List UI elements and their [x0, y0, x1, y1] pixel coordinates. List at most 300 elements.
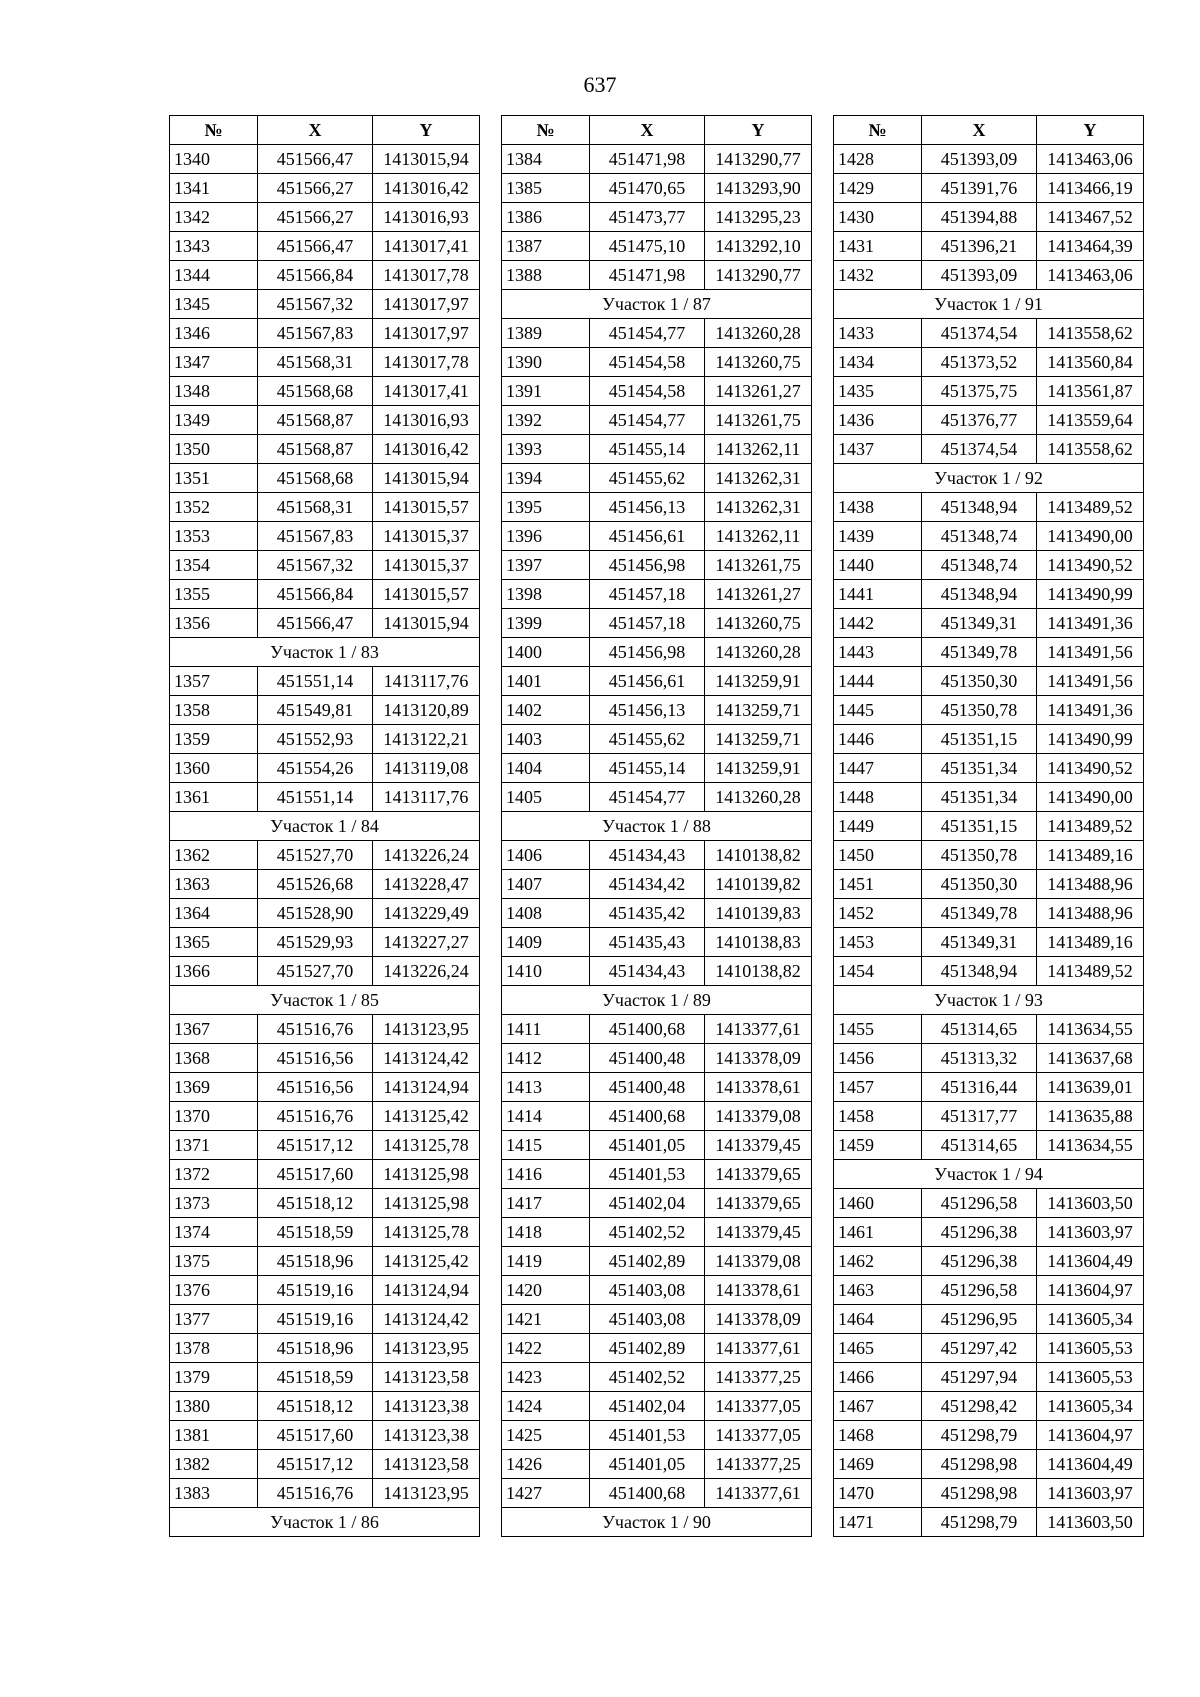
point-number-cell: 1397 — [502, 551, 590, 580]
y-coordinate-cell: 1413123,95 — [373, 1479, 480, 1508]
table-row — [170, 522, 480, 551]
y-coordinate-cell: 1413377,61 — [705, 1015, 812, 1044]
table-row — [502, 928, 812, 957]
table-row — [834, 812, 1144, 841]
table-row — [170, 174, 480, 203]
table-row — [502, 1160, 812, 1189]
y-coordinate-cell: 1413262,31 — [705, 464, 812, 493]
x-coordinate-cell: 451348,74 — [922, 522, 1037, 551]
point-number-cell: 1378 — [170, 1334, 258, 1363]
section-label: Участок 1 / 89 — [502, 986, 812, 1015]
y-coordinate-cell: 1413635,88 — [1037, 1102, 1144, 1131]
point-number-cell: 1437 — [834, 435, 922, 464]
point-number-cell: 1463 — [834, 1276, 922, 1305]
y-coordinate-cell: 1413227,27 — [373, 928, 480, 957]
x-coordinate-cell: 451518,59 — [258, 1363, 373, 1392]
table-row — [834, 1073, 1144, 1102]
table-row — [502, 1479, 812, 1508]
x-coordinate-cell: 451296,58 — [922, 1189, 1037, 1218]
point-number-cell: 1402 — [502, 696, 590, 725]
y-coordinate-cell: 1413262,31 — [705, 493, 812, 522]
x-coordinate-cell: 451568,68 — [258, 377, 373, 406]
y-coordinate-cell: 1413489,16 — [1037, 928, 1144, 957]
x-coordinate-cell: 451402,04 — [590, 1189, 705, 1218]
x-coordinate-cell: 451376,77 — [922, 406, 1037, 435]
point-number-cell: 1466 — [834, 1363, 922, 1392]
point-number-cell: 1440 — [834, 551, 922, 580]
table-row — [834, 1044, 1144, 1073]
point-number-cell: 1387 — [502, 232, 590, 261]
y-coordinate-cell: 1413491,56 — [1037, 667, 1144, 696]
table-row — [502, 754, 812, 783]
y-coordinate-cell: 1413491,36 — [1037, 696, 1144, 725]
y-coordinate-cell: 1413125,78 — [373, 1218, 480, 1247]
table-row — [502, 261, 812, 290]
x-coordinate-cell: 451391,76 — [922, 174, 1037, 203]
table-row — [834, 1189, 1144, 1218]
y-coordinate-cell: 1410139,83 — [705, 899, 812, 928]
table-row — [502, 1015, 812, 1044]
y-coordinate-cell: 1413226,24 — [373, 841, 480, 870]
y-coordinate-cell: 1413561,87 — [1037, 377, 1144, 406]
section-row — [502, 986, 812, 1015]
header-row — [170, 116, 480, 145]
point-number-cell: 1448 — [834, 783, 922, 812]
y-coordinate-cell: 1413379,45 — [705, 1218, 812, 1247]
y-coordinate-cell: 1413604,49 — [1037, 1450, 1144, 1479]
x-coordinate-cell: 451402,52 — [590, 1218, 705, 1247]
point-number-cell: 1420 — [502, 1276, 590, 1305]
table-row — [170, 1450, 480, 1479]
point-number-cell: 1438 — [834, 493, 922, 522]
point-number-cell: 1469 — [834, 1450, 922, 1479]
x-coordinate-cell: 451567,83 — [258, 522, 373, 551]
point-number-cell: 1365 — [170, 928, 258, 957]
x-coordinate-cell: 451297,94 — [922, 1363, 1037, 1392]
y-coordinate-cell: 1413125,42 — [373, 1247, 480, 1276]
x-coordinate-cell: 451349,31 — [922, 609, 1037, 638]
y-coordinate-cell: 1413124,94 — [373, 1276, 480, 1305]
table-row — [170, 464, 480, 493]
point-number-cell: 1450 — [834, 841, 922, 870]
point-number-cell: 1394 — [502, 464, 590, 493]
point-number-cell: 1345 — [170, 290, 258, 319]
table-row — [170, 551, 480, 580]
table-row — [834, 1334, 1144, 1363]
y-coordinate-cell: 1413603,50 — [1037, 1189, 1144, 1218]
table-row — [834, 551, 1144, 580]
table-row — [502, 725, 812, 754]
point-number-cell: 1340 — [170, 145, 258, 174]
table-row — [834, 783, 1144, 812]
x-coordinate-cell: 451298,42 — [922, 1392, 1037, 1421]
x-coordinate-cell: 451400,48 — [590, 1044, 705, 1073]
section-label: Участок 1 / 94 — [834, 1160, 1144, 1189]
point-number-cell: 1410 — [502, 957, 590, 986]
table-row — [834, 609, 1144, 638]
table-row — [502, 899, 812, 928]
table-row — [170, 1276, 480, 1305]
table-row — [170, 1073, 480, 1102]
point-number-cell: 1460 — [834, 1189, 922, 1218]
table-row — [502, 638, 812, 667]
table-row — [502, 377, 812, 406]
table-row — [834, 696, 1144, 725]
x-coordinate-cell: 451566,27 — [258, 203, 373, 232]
table-row — [834, 232, 1144, 261]
point-number-cell: 1341 — [170, 174, 258, 203]
table-row — [502, 319, 812, 348]
section-row — [834, 464, 1144, 493]
x-coordinate-cell: 451351,34 — [922, 783, 1037, 812]
x-coordinate-cell: 451568,87 — [258, 406, 373, 435]
x-coordinate-cell: 451566,47 — [258, 232, 373, 261]
point-number-cell: 1433 — [834, 319, 922, 348]
x-coordinate-cell: 451519,16 — [258, 1305, 373, 1334]
table-row — [834, 1392, 1144, 1421]
x-coordinate-cell: 451296,95 — [922, 1305, 1037, 1334]
x-coordinate-cell: 451568,87 — [258, 435, 373, 464]
point-number-cell: 1377 — [170, 1305, 258, 1334]
table-row — [834, 406, 1144, 435]
point-number-cell: 1369 — [170, 1073, 258, 1102]
y-coordinate-cell: 1413226,24 — [373, 957, 480, 986]
table-row — [170, 899, 480, 928]
point-number-cell: 1401 — [502, 667, 590, 696]
section-label: Участок 1 / 88 — [502, 812, 812, 841]
point-number-cell: 1449 — [834, 812, 922, 841]
x-coordinate-cell: 451516,76 — [258, 1102, 373, 1131]
point-number-cell: 1374 — [170, 1218, 258, 1247]
table-row — [834, 1102, 1144, 1131]
table-row — [502, 1073, 812, 1102]
point-number-cell: 1442 — [834, 609, 922, 638]
table-row — [834, 377, 1144, 406]
x-coordinate-cell: 451568,31 — [258, 348, 373, 377]
x-coordinate-cell: 451298,98 — [922, 1450, 1037, 1479]
point-number-cell: 1359 — [170, 725, 258, 754]
header-y: Y — [373, 116, 480, 145]
y-coordinate-cell: 1413016,42 — [373, 435, 480, 464]
point-number-cell: 1342 — [170, 203, 258, 232]
y-coordinate-cell: 1413015,37 — [373, 522, 480, 551]
x-coordinate-cell: 451518,59 — [258, 1218, 373, 1247]
x-coordinate-cell: 451401,05 — [590, 1450, 705, 1479]
point-number-cell: 1355 — [170, 580, 258, 609]
point-number-cell: 1364 — [170, 899, 258, 928]
point-number-cell: 1411 — [502, 1015, 590, 1044]
point-number-cell: 1395 — [502, 493, 590, 522]
y-coordinate-cell: 1413634,55 — [1037, 1015, 1144, 1044]
point-number-cell: 1392 — [502, 406, 590, 435]
x-coordinate-cell: 451516,56 — [258, 1044, 373, 1073]
x-coordinate-cell: 451566,84 — [258, 580, 373, 609]
point-number-cell: 1357 — [170, 667, 258, 696]
x-coordinate-cell: 451349,31 — [922, 928, 1037, 957]
x-coordinate-cell: 451566,47 — [258, 609, 373, 638]
point-number-cell: 1431 — [834, 232, 922, 261]
table-row — [502, 406, 812, 435]
table-row — [502, 609, 812, 638]
table-row — [170, 609, 480, 638]
y-coordinate-cell: 1410138,82 — [705, 957, 812, 986]
y-coordinate-cell: 1413228,47 — [373, 870, 480, 899]
table-row — [170, 841, 480, 870]
point-number-cell: 1367 — [170, 1015, 258, 1044]
point-number-cell: 1443 — [834, 638, 922, 667]
section-row — [834, 1160, 1144, 1189]
y-coordinate-cell: 1413260,28 — [705, 638, 812, 667]
table-row — [170, 1160, 480, 1189]
x-coordinate-cell: 451566,27 — [258, 174, 373, 203]
point-number-cell: 1459 — [834, 1131, 922, 1160]
y-coordinate-cell: 1413016,42 — [373, 174, 480, 203]
table-row — [170, 725, 480, 754]
table-row — [834, 638, 1144, 667]
x-coordinate-cell: 451475,10 — [590, 232, 705, 261]
y-coordinate-cell: 1413017,97 — [373, 290, 480, 319]
y-coordinate-cell: 1413489,52 — [1037, 493, 1144, 522]
x-coordinate-cell: 451348,94 — [922, 957, 1037, 986]
x-coordinate-cell: 451314,65 — [922, 1015, 1037, 1044]
x-coordinate-cell: 451350,30 — [922, 667, 1037, 696]
y-coordinate-cell: 1413259,71 — [705, 725, 812, 754]
point-number-cell: 1368 — [170, 1044, 258, 1073]
table-row — [834, 145, 1144, 174]
point-number-cell: 1423 — [502, 1363, 590, 1392]
section-row — [170, 1508, 480, 1537]
x-coordinate-cell: 451470,65 — [590, 174, 705, 203]
y-coordinate-cell: 1413017,41 — [373, 232, 480, 261]
x-coordinate-cell: 451457,18 — [590, 580, 705, 609]
table-row — [170, 1334, 480, 1363]
y-coordinate-cell: 1413490,52 — [1037, 754, 1144, 783]
table-row — [170, 1044, 480, 1073]
y-coordinate-cell: 1413123,95 — [373, 1015, 480, 1044]
table-row — [502, 203, 812, 232]
x-coordinate-cell: 451400,68 — [590, 1479, 705, 1508]
x-coordinate-cell: 451349,78 — [922, 899, 1037, 928]
y-coordinate-cell: 1413293,90 — [705, 174, 812, 203]
point-number-cell: 1408 — [502, 899, 590, 928]
y-coordinate-cell: 1413488,96 — [1037, 899, 1144, 928]
table-row — [834, 522, 1144, 551]
table-row — [170, 754, 480, 783]
y-coordinate-cell: 1413260,75 — [705, 609, 812, 638]
y-coordinate-cell: 1413262,11 — [705, 522, 812, 551]
table-row — [170, 319, 480, 348]
y-coordinate-cell: 1413016,93 — [373, 203, 480, 232]
table-row — [170, 261, 480, 290]
y-coordinate-cell: 1413261,27 — [705, 377, 812, 406]
table-row — [834, 174, 1144, 203]
y-coordinate-cell: 1413015,94 — [373, 609, 480, 638]
point-number-cell: 1465 — [834, 1334, 922, 1363]
y-coordinate-cell: 1413489,16 — [1037, 841, 1144, 870]
y-coordinate-cell: 1413377,25 — [705, 1450, 812, 1479]
y-coordinate-cell: 1413017,97 — [373, 319, 480, 348]
point-number-cell: 1425 — [502, 1421, 590, 1450]
table-row — [170, 1189, 480, 1218]
y-coordinate-cell: 1413490,99 — [1037, 580, 1144, 609]
x-coordinate-cell: 451400,48 — [590, 1073, 705, 1102]
table-row — [502, 1044, 812, 1073]
y-coordinate-cell: 1413123,38 — [373, 1392, 480, 1421]
y-coordinate-cell: 1413603,97 — [1037, 1218, 1144, 1247]
point-number-cell: 1349 — [170, 406, 258, 435]
y-coordinate-cell: 1413466,19 — [1037, 174, 1144, 203]
header-x: X — [590, 116, 705, 145]
x-coordinate-cell: 451403,08 — [590, 1305, 705, 1334]
x-coordinate-cell: 451434,43 — [590, 841, 705, 870]
x-coordinate-cell: 451396,21 — [922, 232, 1037, 261]
x-coordinate-cell: 451298,79 — [922, 1508, 1037, 1537]
y-coordinate-cell: 1413378,09 — [705, 1305, 812, 1334]
section-label: Участок 1 / 93 — [834, 986, 1144, 1015]
x-coordinate-cell: 451567,83 — [258, 319, 373, 348]
y-coordinate-cell: 1413467,52 — [1037, 203, 1144, 232]
y-coordinate-cell: 1410138,82 — [705, 841, 812, 870]
point-number-cell: 1445 — [834, 696, 922, 725]
point-number-cell: 1381 — [170, 1421, 258, 1450]
point-number-cell: 1343 — [170, 232, 258, 261]
table-row — [170, 1305, 480, 1334]
y-coordinate-cell: 1413488,96 — [1037, 870, 1144, 899]
y-coordinate-cell: 1413379,65 — [705, 1189, 812, 1218]
x-coordinate-cell: 451454,77 — [590, 406, 705, 435]
y-coordinate-cell: 1413262,11 — [705, 435, 812, 464]
x-coordinate-cell: 451401,05 — [590, 1131, 705, 1160]
table-row — [502, 841, 812, 870]
point-number-cell: 1391 — [502, 377, 590, 406]
x-coordinate-cell: 451350,30 — [922, 870, 1037, 899]
x-coordinate-cell: 451455,14 — [590, 435, 705, 464]
point-number-cell: 1404 — [502, 754, 590, 783]
y-coordinate-cell: 1413377,61 — [705, 1334, 812, 1363]
table-row — [834, 725, 1144, 754]
table-row — [502, 1392, 812, 1421]
coordinates-table-2 — [501, 115, 812, 1537]
y-coordinate-cell: 1413605,53 — [1037, 1334, 1144, 1363]
x-coordinate-cell: 451455,14 — [590, 754, 705, 783]
table-row — [834, 1015, 1144, 1044]
table-row — [170, 1131, 480, 1160]
y-coordinate-cell: 1413260,28 — [705, 319, 812, 348]
table-row — [502, 957, 812, 986]
x-coordinate-cell: 451517,12 — [258, 1450, 373, 1479]
x-coordinate-cell: 451567,32 — [258, 290, 373, 319]
y-coordinate-cell: 1413117,76 — [373, 667, 480, 696]
x-coordinate-cell: 451528,90 — [258, 899, 373, 928]
x-coordinate-cell: 451567,32 — [258, 551, 373, 580]
x-coordinate-cell: 451456,13 — [590, 696, 705, 725]
y-coordinate-cell: 1410138,83 — [705, 928, 812, 957]
table-row — [834, 1131, 1144, 1160]
table-row — [834, 493, 1144, 522]
table-row — [834, 957, 1144, 986]
x-coordinate-cell: 451568,68 — [258, 464, 373, 493]
table-row — [834, 870, 1144, 899]
table-row — [502, 493, 812, 522]
x-coordinate-cell: 451316,44 — [922, 1073, 1037, 1102]
x-coordinate-cell: 451552,93 — [258, 725, 373, 754]
table-row — [834, 1305, 1144, 1334]
table-row — [502, 1189, 812, 1218]
table-row — [834, 203, 1144, 232]
section-label: Участок 1 / 90 — [502, 1508, 812, 1537]
point-number-cell: 1447 — [834, 754, 922, 783]
x-coordinate-cell: 451435,42 — [590, 899, 705, 928]
point-number-cell: 1384 — [502, 145, 590, 174]
point-number-cell: 1436 — [834, 406, 922, 435]
section-row — [170, 638, 480, 667]
x-coordinate-cell: 451348,94 — [922, 493, 1037, 522]
y-coordinate-cell: 1413015,57 — [373, 493, 480, 522]
x-coordinate-cell: 451519,16 — [258, 1276, 373, 1305]
point-number-cell: 1409 — [502, 928, 590, 957]
y-coordinate-cell: 1413558,62 — [1037, 319, 1144, 348]
point-number-cell: 1396 — [502, 522, 590, 551]
point-number-cell: 1441 — [834, 580, 922, 609]
y-coordinate-cell: 1413463,06 — [1037, 261, 1144, 290]
x-coordinate-cell: 451456,98 — [590, 551, 705, 580]
y-coordinate-cell: 1413558,62 — [1037, 435, 1144, 464]
y-coordinate-cell: 1413117,76 — [373, 783, 480, 812]
coordinates-table-3 — [833, 115, 1144, 1537]
x-coordinate-cell: 451517,60 — [258, 1421, 373, 1450]
x-coordinate-cell: 451527,70 — [258, 957, 373, 986]
header-num: № — [170, 116, 258, 145]
y-coordinate-cell: 1413290,77 — [705, 261, 812, 290]
point-number-cell: 1470 — [834, 1479, 922, 1508]
x-coordinate-cell: 451296,58 — [922, 1276, 1037, 1305]
table-row — [834, 1508, 1144, 1537]
header-num: № — [834, 116, 922, 145]
page-number: 637 — [583, 72, 617, 97]
section-label: Участок 1 / 83 — [170, 638, 480, 667]
y-coordinate-cell: 1413125,98 — [373, 1160, 480, 1189]
x-coordinate-cell: 451455,62 — [590, 725, 705, 754]
y-coordinate-cell: 1413604,49 — [1037, 1247, 1144, 1276]
x-coordinate-cell: 451434,42 — [590, 870, 705, 899]
point-number-cell: 1415 — [502, 1131, 590, 1160]
x-coordinate-cell: 451454,58 — [590, 348, 705, 377]
x-coordinate-cell: 451457,18 — [590, 609, 705, 638]
y-coordinate-cell: 1413260,75 — [705, 348, 812, 377]
x-coordinate-cell: 451298,98 — [922, 1479, 1037, 1508]
y-coordinate-cell: 1413491,36 — [1037, 609, 1144, 638]
point-number-cell: 1439 — [834, 522, 922, 551]
y-coordinate-cell: 1413491,56 — [1037, 638, 1144, 667]
x-coordinate-cell: 451516,76 — [258, 1015, 373, 1044]
table-row — [170, 667, 480, 696]
x-coordinate-cell: 451297,42 — [922, 1334, 1037, 1363]
table-row — [834, 435, 1144, 464]
point-number-cell: 1400 — [502, 638, 590, 667]
table-row — [170, 1421, 480, 1450]
point-number-cell: 1416 — [502, 1160, 590, 1189]
x-coordinate-cell: 451518,12 — [258, 1392, 373, 1421]
point-number-cell: 1451 — [834, 870, 922, 899]
x-coordinate-cell: 451551,14 — [258, 667, 373, 696]
x-coordinate-cell: 451350,78 — [922, 841, 1037, 870]
point-number-cell: 1462 — [834, 1247, 922, 1276]
point-number-cell: 1467 — [834, 1392, 922, 1421]
x-coordinate-cell: 451351,15 — [922, 725, 1037, 754]
point-number-cell: 1421 — [502, 1305, 590, 1334]
point-number-cell: 1468 — [834, 1421, 922, 1450]
table-row — [502, 696, 812, 725]
